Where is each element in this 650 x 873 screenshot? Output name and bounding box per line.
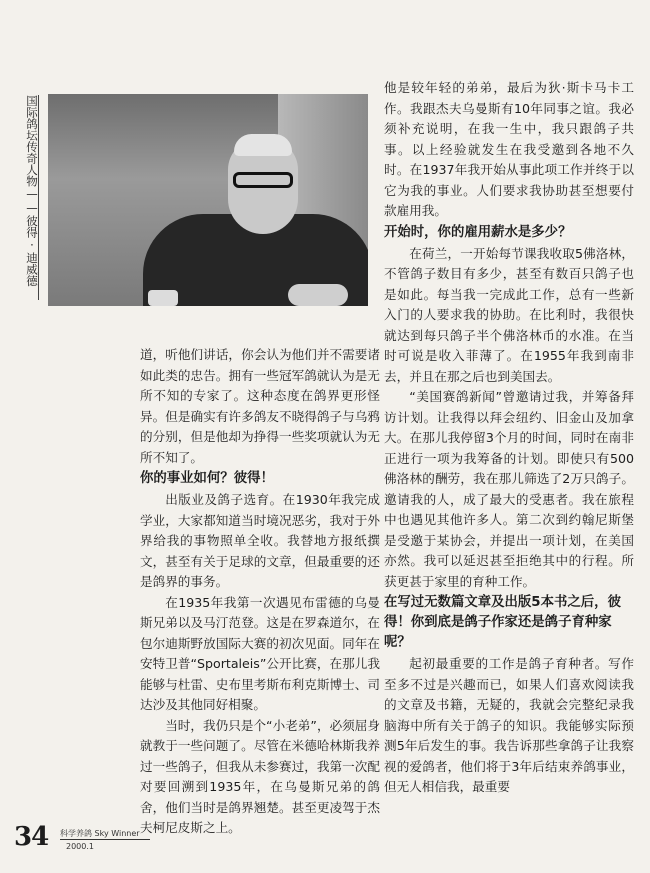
question-heading: 在写过无数篇文章及出版5本书之后，彼得！你到底是鸽子作家还是鸽子育种家呢？	[384, 595, 621, 650]
photo-cup	[148, 290, 178, 306]
photo-hand	[288, 284, 348, 306]
paragraph: 起初最重要的工作是鸽子育种者。写作至多不过是兴趣而已，如果人们喜欢阅读我的文章及书籍，无疑的，我就会完整纪录我脑海中所有关于鸽子的知识。我能够实际预测5年后发生的事。我告诉那些拿鸽子让我察视的爱鸽者，他们将于3年后结束养鸽事业，但无人相信我，最重要	[384, 656, 634, 794]
issue-number: 2000.1	[66, 842, 94, 851]
paragraph: 在荷兰，一开始每节课我收取5佛洛林，不管鸽子数目有多少，甚至有数百只鸽子也是如此。每当我一完成此工作，总有一些新入门的人要求我的协助。在比利时，我很快就达到每只鸽子半个佛洛林币的水准。在当时可说是收入菲薄了。在1955年我到南非去，并且在那之后也到美国去。	[384, 245, 634, 384]
page-number: 34	[14, 822, 49, 852]
photo-glasses	[233, 172, 293, 188]
question-heading: 开始时，你的雇用薪水是多少？	[384, 224, 572, 240]
magazine-name: 科学养鸽 Sky Winner	[60, 829, 140, 838]
paragraph: 他是较年轻的弟弟，最后为狄·斯卡马卡工作。我跟杰夫乌曼斯有10年同事之谊。我必须补充说明，在我一生中，我只跟鸽子共事。以上经验就发生在我受邀到各地不久时。在1937年我开始从事此项工作并终于以它为我的事业。人们要求我协助甚至想要付款雇用我。	[384, 80, 634, 218]
paragraph: 当时，我仍只是个“小老弟”，必须屈身就教于一些问题了。尽管在米德哈林斯我养过一些鸽子，但我从未参赛过，我第一次配对要回溯到1935年，在乌曼斯兄弟的鸽舍，他们当时是鸽界翘楚。甚至更凌驾于杰夫柯尼皮斯之上。	[140, 717, 380, 835]
paragraph: 在1935年我第一次遇见布雷德的乌曼斯兄弟以及马汀范登。这是在罗森道尔，在包尔迪斯野放国际大赛的初次见面。同年在安特卫普“Sportaleis”公开比赛，在那儿我能够与杜雷、史布里考斯布利克斯博士、司达沙及其他同好相聚。	[140, 594, 380, 712]
paragraph: “美国赛鸽新闻”曾邀请过我，并筹备拜访计划。让我得以拜会纽约、旧金山及加拿大。在那儿我停留3个月的时间，同时在南非正进行一项为我筹备的计划。即使只有500佛洛林的酬劳，我在那儿筛选了2万只鸽子。邀请我的人，成了最大的受惠者。我在旅程中也遇见其他许多人。第二次到约翰尼斯堡是受邀于某协会，并提出一项计划，在美国亦然。我可以延迟甚至拒绝其中的行程。所获更甚于家里的育种工作。	[384, 389, 634, 589]
right-column	[384, 78, 634, 798]
portrait-photo	[48, 94, 368, 306]
page-footer	[14, 822, 214, 862]
paragraph: 出版业及鸽子选育。在1930年我完成学业，大家都知道当时境况恶劣，我对于外界给我的事物照单全收。我替地方报纸撰文，甚至有关于足球的文章，但最重要的还是鸽界的事务。	[140, 492, 380, 589]
footer-rule	[60, 839, 150, 840]
paragraph: 道，听他们讲话，你会认为他们并不需要诸如此类的忠告。拥有一些冠军鸽就认为是无所不知的专家了。这种态度在鸽界更形怪异。但是确实有许多鸽友不晓得鸽子与乌鸦的分别，但是他却为挣得一些奖项就认为无所不知了。	[140, 347, 380, 465]
photo-hair	[234, 134, 292, 156]
question-heading: 你的事业如何？彼得！	[140, 471, 274, 486]
left-column	[140, 345, 380, 839]
sidebar-title: 国际鸽坛传奇人物——彼得·迪威德	[20, 95, 39, 300]
